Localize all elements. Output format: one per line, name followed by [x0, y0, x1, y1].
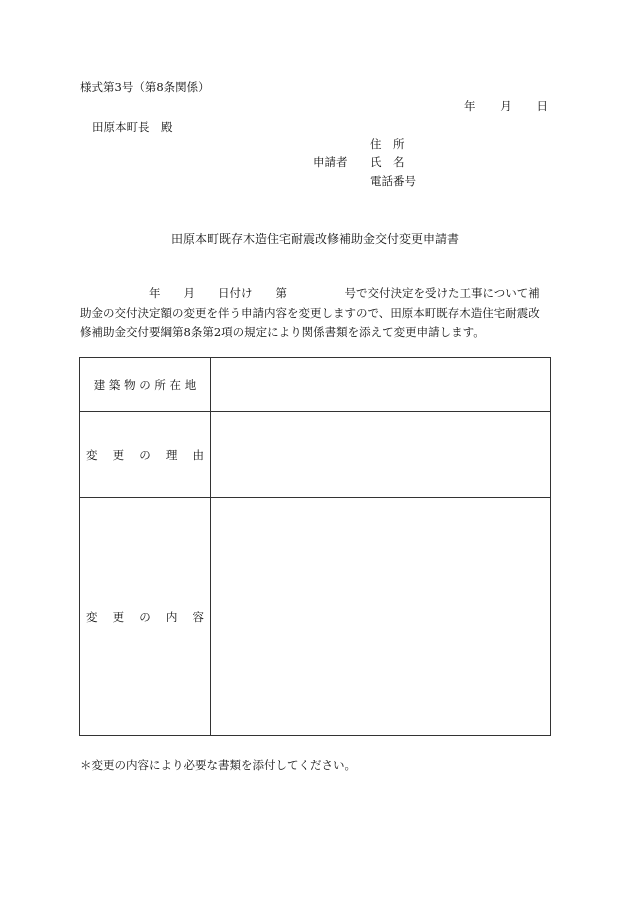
row-value-location[interactable] — [211, 358, 551, 412]
date-year-label: 年 — [464, 99, 476, 113]
footnote: ＊変更の内容により必要な書類を添付してください。 — [80, 758, 356, 772]
row-label-reason: 変 更 の 理 由 — [80, 412, 211, 498]
date-line — [464, 101, 548, 113]
addressee: 田原本町長 殿 — [92, 120, 173, 134]
table-row-content — [80, 498, 551, 736]
applicant-phone-label: 電話番号 — [370, 174, 416, 188]
document-title: 田原本町既存木造住宅耐震改修補助金交付変更申請書 — [170, 232, 459, 246]
applicant-role-label: 申請者 — [313, 155, 348, 169]
date-day-label: 日 — [536, 99, 548, 113]
applicant-address-label: 住 所 — [370, 137, 405, 151]
date-month-label: 月 — [500, 99, 512, 113]
form-number: 様式第3号（第8条関係） — [80, 80, 210, 94]
table-row-location — [80, 358, 551, 412]
applicant-name-label: 氏 名 — [370, 155, 405, 169]
body-paragraph: 年 月 日付け 第 号で交付決定を受けた工事について補助金の交付決定額の変更を伴う申請内容を変更しますので、田原本町既存木造住宅耐震改修補助金交付要綱第8条第2項の規定により関係書類を添えて変更申請します。 — [80, 286, 540, 339]
row-value-content[interactable] — [211, 498, 551, 736]
row-value-reason[interactable] — [211, 412, 551, 498]
table-row-reason — [80, 412, 551, 498]
row-label-location: 建 築 物 の 所 在 地 — [80, 358, 211, 412]
row-label-content: 変 更 の 内 容 — [80, 498, 211, 736]
detail-table — [79, 357, 551, 736]
